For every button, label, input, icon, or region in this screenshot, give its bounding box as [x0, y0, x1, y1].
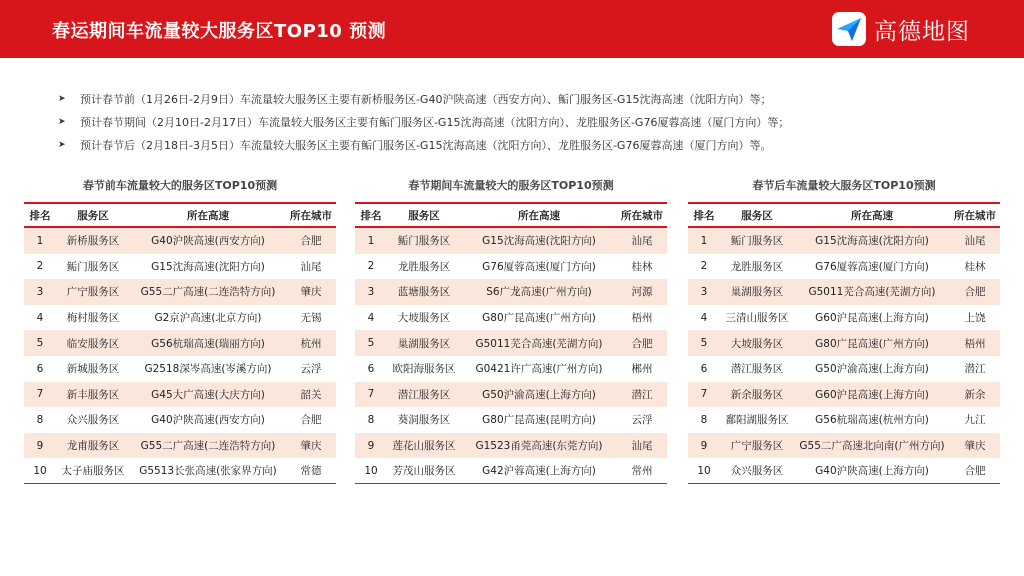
- bullet-item: [58, 87, 958, 110]
- service-area-cell: 巢湖服务区: [730, 286, 784, 299]
- highway-cell: G1523甬莞高速(东莞方向): [475, 440, 603, 453]
- highway-cell: G2京沪高速(北京方向): [154, 312, 262, 325]
- city-cell: 九江: [964, 414, 986, 427]
- table-row: [24, 330, 336, 356]
- highway-cell: G55二广高速(二连浩特方向): [140, 286, 276, 299]
- highway-header: 所在高速: [518, 209, 560, 222]
- rank-cell: 1: [367, 234, 375, 247]
- city-cell: 云浮: [300, 363, 322, 376]
- city-cell: 肇庆: [964, 440, 986, 453]
- bullet-item: [58, 110, 958, 133]
- city-cell: 常州: [631, 465, 653, 478]
- city-header: 所在城市: [290, 209, 332, 222]
- rank-cell: 4: [36, 311, 44, 324]
- panel-title: 春节前车流量较大的服务区TOP10预测: [82, 179, 278, 192]
- highway-cell: G40沪陕高速(上海方向): [815, 465, 929, 478]
- header-bar: [0, 0, 1024, 58]
- service-area-cell: 鲘门服务区: [397, 235, 451, 248]
- city-cell: 合肥: [964, 286, 986, 299]
- bullet-text: 预计春节后（2月18日-3月5日）车流量较大服务区主要有鲘门服务区-G15沈海高速（沈阳方向）、龙胜服务区-G76厦蓉高速（厦门方向）等。: [80, 138, 772, 152]
- service-area-cell: 三清山服务区: [725, 312, 789, 325]
- rank-cell: 1: [700, 234, 708, 247]
- table-row: [355, 433, 667, 459]
- highway-cell: G5513长张高速(张家界方向): [139, 465, 277, 478]
- service-area-cell: 新城服务区: [66, 363, 120, 376]
- city-cell: 合肥: [300, 235, 322, 248]
- service-area-header: 服务区: [741, 209, 773, 222]
- city-cell: 汕尾: [964, 235, 986, 248]
- city-cell: 新余: [964, 388, 986, 401]
- city-cell: 韶关: [300, 388, 322, 401]
- city-cell: 合肥: [300, 414, 322, 427]
- table-row: [355, 254, 667, 280]
- highway-header: 所在高速: [851, 209, 893, 222]
- service-area-cell: 蓝塘服务区: [397, 286, 451, 299]
- rank-cell: 9: [700, 439, 708, 452]
- city-cell: 合肥: [964, 465, 986, 478]
- service-area-cell: 鄱阳湖服务区: [725, 414, 789, 427]
- service-area-cell: 欧阳海服务区: [392, 363, 456, 376]
- table-row: [688, 228, 1000, 254]
- ranking-table: [355, 202, 667, 484]
- panel-title: 春节后车流量较大服务区TOP10预测: [752, 179, 936, 192]
- summary-bullets: [58, 87, 958, 156]
- table-row: [688, 407, 1000, 433]
- highway-header: 所在高速: [187, 209, 229, 222]
- highway-cell: G76厦蓉高速(厦门方向): [482, 260, 596, 273]
- city-cell: 常德: [300, 465, 322, 478]
- service-area-cell: 龙胜服务区: [730, 260, 784, 273]
- table-row: [24, 305, 336, 331]
- table-row: [24, 279, 336, 305]
- service-area-cell: 龙胜服务区: [397, 260, 451, 273]
- table-row: [688, 254, 1000, 280]
- service-area-cell: 莲花山服务区: [392, 440, 456, 453]
- table-row: [688, 305, 1000, 331]
- panel-after-festival: [688, 178, 1000, 478]
- highway-cell: S6广龙高速(广州方向): [486, 286, 592, 299]
- rank-cell: 2: [36, 260, 44, 273]
- table-row: [355, 458, 667, 484]
- rank-cell: 8: [367, 413, 375, 426]
- table-row: [688, 356, 1000, 382]
- service-area-cell: 广宁服务区: [730, 440, 784, 453]
- rank-cell: 7: [367, 388, 375, 401]
- city-cell: 郴州: [631, 363, 653, 376]
- rank-cell: 9: [367, 439, 375, 452]
- highway-cell: G40沪陕高速(西安方向): [151, 414, 265, 427]
- city-cell: 汕尾: [300, 260, 322, 273]
- rank-cell: 5: [700, 337, 708, 350]
- table-row: [688, 382, 1000, 408]
- highway-cell: G5011芜合高速(芜湖方向): [808, 286, 936, 299]
- highway-cell: G42沪蓉高速(上海方向): [482, 465, 596, 478]
- bullet-text: 预计春节期间（2月10日-2月17日）车流量较大服务区主要有鲘门服务区-G15沈海高速（沈阳方向）、龙胜服务区-G76厦蓉高速（厦门方向）等；: [80, 115, 790, 129]
- highway-cell: G15沈海高速(沈阳方向): [151, 260, 265, 273]
- city-cell: 潜江: [964, 363, 986, 376]
- highway-cell: G55二广高速北向南(广州方向): [799, 440, 945, 453]
- rank-cell: 6: [36, 362, 44, 375]
- service-area-cell: 梅村服务区: [66, 312, 120, 325]
- rank-cell: 9: [36, 439, 44, 452]
- highway-cell: G40沪陕高速(西安方向): [151, 235, 265, 248]
- city-cell: 汕尾: [631, 440, 653, 453]
- highway-cell: G76厦蓉高速(厦门方向): [815, 260, 929, 273]
- table-header-row: [688, 202, 1000, 228]
- city-cell: 汕尾: [631, 235, 653, 248]
- city-cell: 上饶: [964, 312, 986, 325]
- city-cell: 桂林: [631, 260, 653, 273]
- table-row: [24, 458, 336, 484]
- table-row: [355, 279, 667, 305]
- highway-cell: G0421许广高速(广州方向): [475, 363, 603, 376]
- rank-cell: 3: [36, 285, 44, 298]
- highway-cell: G15沈海高速(沈阳方向): [482, 235, 596, 248]
- table-row: [355, 382, 667, 408]
- service-area-cell: 鲘门服务区: [730, 235, 784, 248]
- service-area-cell: 大坡服务区: [397, 312, 451, 325]
- service-area-cell: 鲘门服务区: [66, 260, 120, 273]
- city-cell: 云浮: [631, 414, 653, 427]
- bullet-text: 预计春节前（1月26日-2月9日）车流量较大服务区主要有新桥服务区-G40沪陕高速（西安方向）、鲘门服务区-G15沈海高速（沈阳方向）等；: [80, 92, 772, 106]
- table-row: [688, 279, 1000, 305]
- city-cell: 肇庆: [300, 440, 322, 453]
- table-row: [688, 433, 1000, 459]
- rank-cell: 7: [36, 388, 44, 401]
- rank-cell: 7: [700, 388, 708, 401]
- highway-cell: G80广昆高速(广州方向): [815, 337, 929, 350]
- highway-cell: G56杭瑞高速(瑞丽方向): [151, 337, 265, 350]
- table-row: [355, 228, 667, 254]
- highway-cell: G56杭瑞高速(杭州方向): [815, 414, 929, 427]
- service-area-cell: 新丰服务区: [66, 388, 120, 401]
- table-row: [24, 382, 336, 408]
- arrow-bullet-icon: ➤: [58, 116, 66, 127]
- highway-cell: G55二广高速(二连浩特方向): [140, 440, 276, 453]
- service-area-cell: 芳茂山服务区: [392, 465, 456, 478]
- city-cell: 梧州: [964, 337, 986, 350]
- rank-cell: 6: [700, 362, 708, 375]
- city-header: 所在城市: [954, 209, 996, 222]
- rank-cell: 10: [697, 464, 711, 477]
- amap-logo-icon: [832, 12, 866, 46]
- table-header-row: [355, 202, 667, 228]
- rank-cell: 4: [700, 311, 708, 324]
- table-row: [24, 356, 336, 382]
- service-area-cell: 潜江服务区: [730, 363, 784, 376]
- rank-cell: 3: [700, 285, 708, 298]
- highway-cell: G60沪昆高速(上海方向): [815, 312, 929, 325]
- highway-cell: G50沪渝高速(上海方向): [815, 363, 929, 376]
- rank-cell: 4: [367, 311, 375, 324]
- service-area-header: 服务区: [408, 209, 440, 222]
- service-area-cell: 巢湖服务区: [397, 337, 451, 350]
- table-row: [355, 305, 667, 331]
- table-row: [24, 433, 336, 459]
- city-cell: 潜江: [631, 388, 653, 401]
- table-row: [355, 356, 667, 382]
- table-row: [688, 330, 1000, 356]
- logo-text: 高德地图: [874, 18, 970, 45]
- panel-title: 春节期间车流量较大的服务区TOP10预测: [408, 179, 614, 192]
- highway-cell: G80广昆高速(广州方向): [482, 312, 596, 325]
- rank-cell: 2: [367, 260, 375, 273]
- rank-header: 排名: [693, 209, 715, 222]
- city-cell: 桂林: [964, 260, 986, 273]
- service-area-cell: 葵洞服务区: [397, 414, 451, 427]
- highway-cell: G60沪昆高速(上海方向): [815, 388, 929, 401]
- rank-cell: 10: [364, 464, 378, 477]
- city-cell: 合肥: [631, 337, 653, 350]
- service-area-header: 服务区: [77, 209, 109, 222]
- city-cell: 梧州: [631, 312, 653, 325]
- rank-cell: 6: [367, 362, 375, 375]
- city-cell: 无锡: [300, 312, 322, 325]
- table-row: [24, 254, 336, 280]
- service-area-cell: 众兴服务区: [730, 465, 784, 478]
- table-row: [355, 407, 667, 433]
- rank-cell: 3: [367, 285, 375, 298]
- service-area-cell: 潜江服务区: [397, 388, 451, 401]
- table-row: [355, 330, 667, 356]
- service-area-cell: 广宁服务区: [66, 286, 120, 299]
- table-row: [24, 228, 336, 254]
- rank-cell: 10: [33, 464, 47, 477]
- ranking-table: [24, 202, 336, 484]
- amap-logo: [832, 10, 970, 48]
- service-area-cell: 临安服务区: [66, 337, 120, 350]
- rank-header: 排名: [29, 209, 51, 222]
- rank-cell: 2: [700, 260, 708, 273]
- city-cell: 杭州: [300, 337, 322, 350]
- city-cell: 肇庆: [300, 286, 322, 299]
- table-row: [24, 407, 336, 433]
- arrow-bullet-icon: ➤: [58, 139, 66, 150]
- highway-cell: G50沪渝高速(上海方向): [482, 388, 596, 401]
- rank-cell: 5: [367, 337, 375, 350]
- service-area-cell: 大坡服务区: [730, 337, 784, 350]
- service-area-cell: 太子庙服务区: [61, 465, 125, 478]
- rank-header: 排名: [360, 209, 382, 222]
- panel-before-festival: [24, 178, 336, 478]
- rank-cell: 5: [36, 337, 44, 350]
- arrow-bullet-icon: ➤: [58, 93, 66, 104]
- panel-during-festival: [355, 178, 667, 478]
- rank-cell: 1: [36, 234, 44, 247]
- table-header-row: [24, 202, 336, 228]
- page-title: 春运期间车流量较大服务区TOP10 预测: [52, 21, 387, 42]
- bullet-item: [58, 133, 958, 156]
- rank-cell: 8: [700, 413, 708, 426]
- highway-cell: G45大广高速(大庆方向): [151, 388, 265, 401]
- service-area-cell: 龙甫服务区: [66, 440, 120, 453]
- city-header: 所在城市: [621, 209, 663, 222]
- service-area-cell: 新桥服务区: [66, 235, 120, 248]
- highway-cell: G80广昆高速(昆明方向): [482, 414, 596, 427]
- service-area-cell: 众兴服务区: [66, 414, 120, 427]
- table-row: [688, 458, 1000, 484]
- highway-cell: G15沈海高速(沈阳方向): [815, 235, 929, 248]
- service-area-cell: 新余服务区: [730, 388, 784, 401]
- city-cell: 河源: [631, 286, 653, 299]
- rank-cell: 8: [36, 413, 44, 426]
- highway-cell: G5011芜合高速(芜湖方向): [475, 337, 603, 350]
- ranking-table: [688, 202, 1000, 484]
- highway-cell: G2518深岑高速(岑溪方向): [144, 363, 272, 376]
